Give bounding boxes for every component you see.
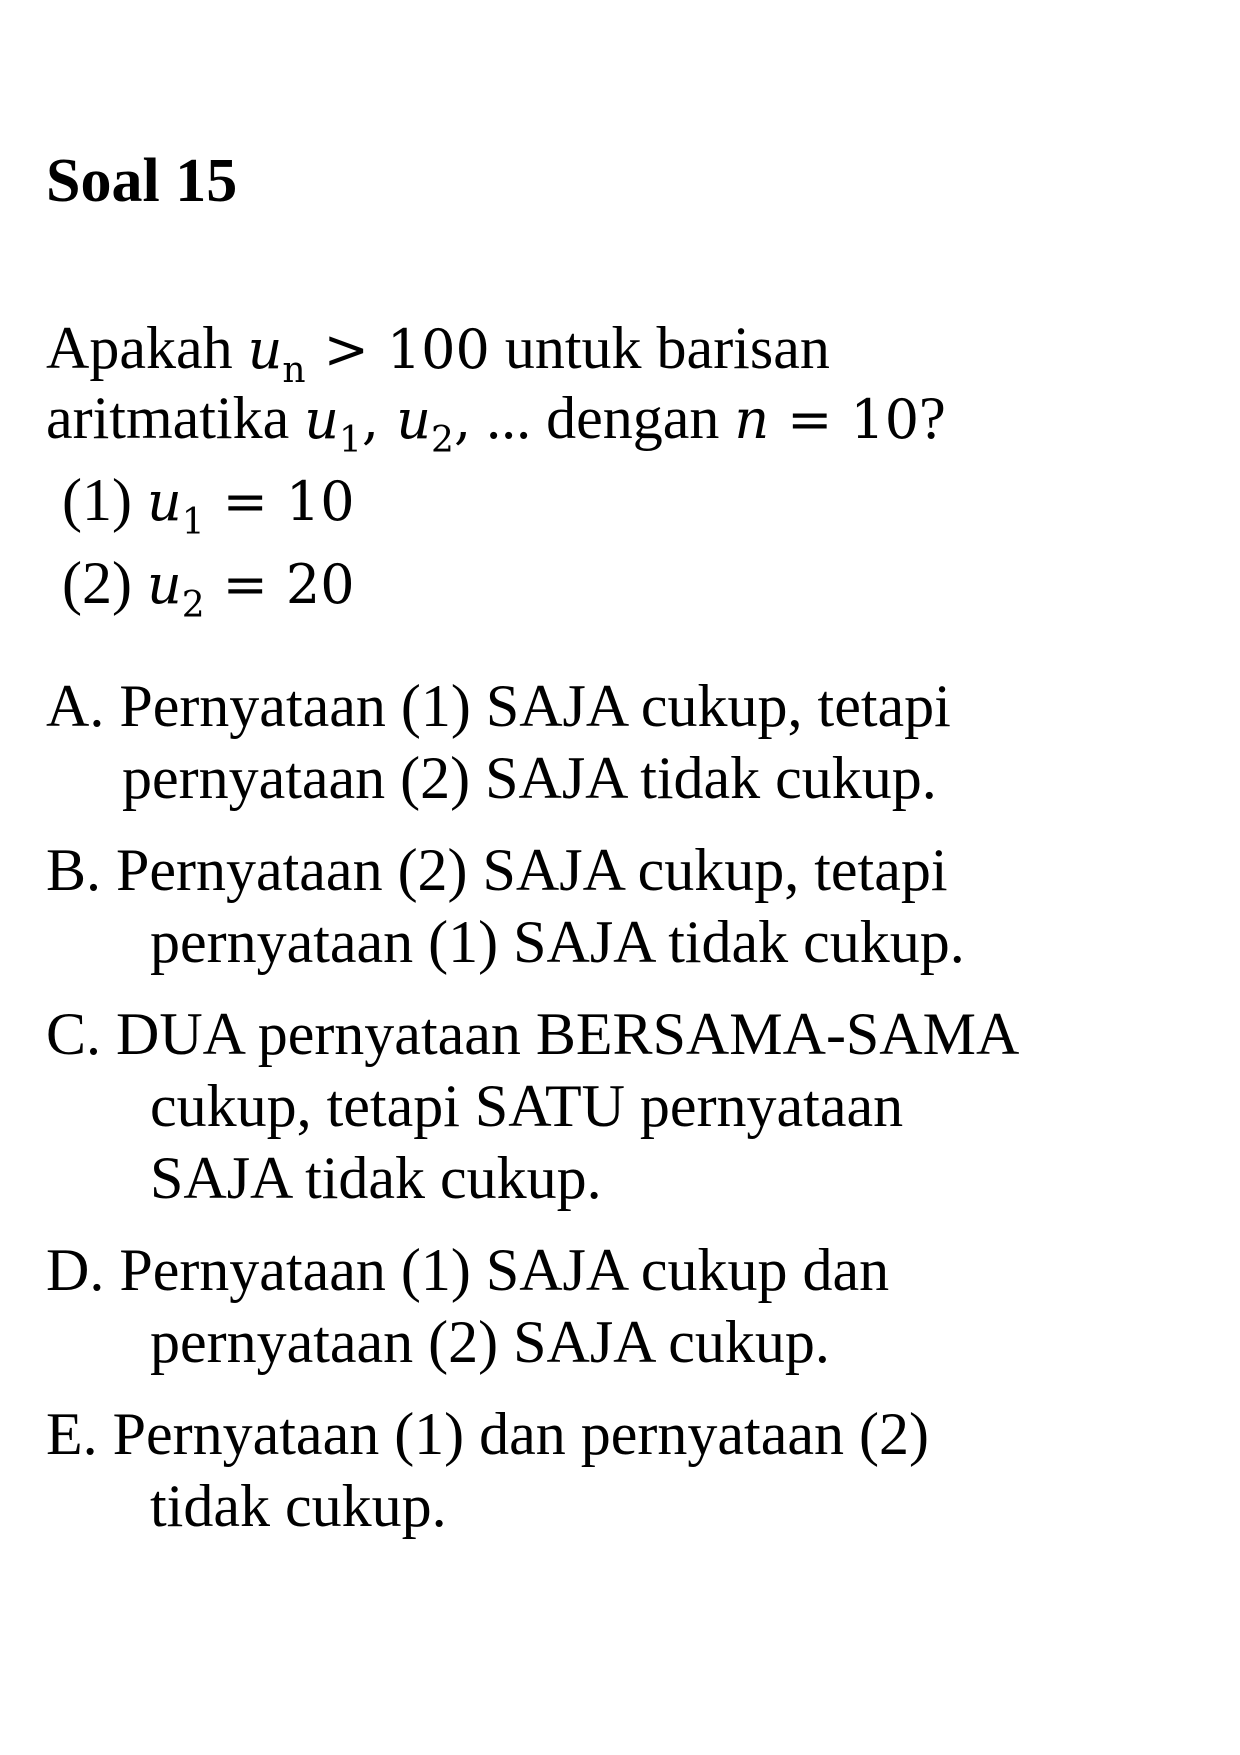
math-statement-2: $u_2 = 20$: [146, 553, 355, 626]
question-mark: ?: [919, 385, 946, 451]
statement-1: (1) $u_1 = 10$: [62, 467, 355, 543]
question-line-1: [46, 315, 830, 391]
question-prefix: Apakah: [46, 315, 248, 381]
option-a-line-2: pernyataan (2) SAJA tidak cukup.: [122, 745, 937, 811]
math-un: $u_n > 100$: [247, 318, 490, 391]
option-e-line-1[interactable]: E. Pernyataan (1) dan pernyataan (2): [46, 1401, 929, 1467]
option-c-line-3: SAJA tidak cukup.: [150, 1145, 602, 1211]
question-ellipsis: ... dengan: [471, 385, 735, 451]
math-statement-1: $u_1 = 10$: [146, 470, 355, 543]
option-c-line-2: cukup, tetapi SATU pernyataan: [150, 1073, 904, 1139]
option-e-line-2: tidak cukup.: [150, 1473, 447, 1539]
math-n-equals: n = 10: [734, 388, 920, 451]
option-c-line-1[interactable]: C. DUA pernyataan BERSAMA-SAMA: [46, 1001, 1020, 1067]
option-b-line-1[interactable]: B. Pernyataan (2) SAJA cukup, tetapi: [46, 837, 948, 903]
option-d-line-2: pernyataan (2) SAJA cukup.: [150, 1309, 830, 1375]
option-a-line-1[interactable]: A. Pernyataan (1) SAJA cukup, tetapi: [46, 673, 951, 739]
option-d-line-1[interactable]: D. Pernyataan (1) SAJA cukup dan: [46, 1237, 890, 1303]
question-suffix: untuk barisan: [489, 315, 830, 381]
question-prefix-2: aritmatika: [46, 385, 305, 451]
question-line-2: [46, 385, 946, 461]
math-sequence: $u_1$, $u_2$,: [304, 388, 472, 461]
option-b-line-2: pernyataan (1) SAJA tidak cukup.: [150, 909, 965, 975]
question-title: Soal 15: [46, 147, 238, 215]
statement-2: (2) $u_2 = 20$: [62, 550, 355, 626]
